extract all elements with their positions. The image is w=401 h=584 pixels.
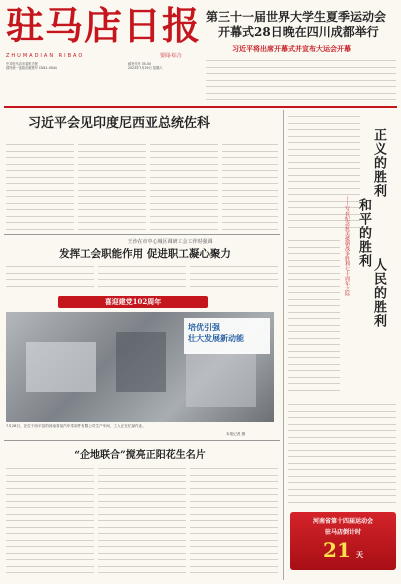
main-story-col-1 xyxy=(6,140,74,232)
story2-kicker: 王沙在市中心城区调研工会工作时强调 xyxy=(127,239,213,245)
photo-credit: 本报记者 摄 xyxy=(226,432,246,436)
masthead-info-2: 邮发代号 35-50 2023年7月29日 星期六 xyxy=(128,62,163,71)
right-col-text-mid xyxy=(288,236,340,396)
lead-subtitle: 习近平将出席开幕式并宣布大运会开幕 xyxy=(232,44,351,53)
section-divider-2 xyxy=(4,440,280,441)
countdown-days: 21 xyxy=(323,538,351,562)
photo-feature-title: 培优引强 壮大发展新动能 xyxy=(184,318,270,354)
games-countdown-ad: 河南省第十四届运动会 驻马店倒计时 21 天 xyxy=(290,512,396,570)
main-story-col-4 xyxy=(222,140,278,232)
story2-col-1 xyxy=(6,262,94,292)
story3-col-3 xyxy=(190,464,278,580)
column-rule xyxy=(283,110,284,580)
right-col-text-bottom xyxy=(288,400,396,508)
main-story-title: 习近平会见印度尼西亚总统佐科 xyxy=(28,116,211,131)
main-story-col-2 xyxy=(78,140,146,232)
masthead-rule xyxy=(4,106,397,108)
story3-col-1 xyxy=(6,464,94,580)
countdown-unit: 天 xyxy=(355,550,363,559)
banner-strip: 喜迎建党102周年 xyxy=(58,296,208,308)
right-vertical-headline-2: 和平的胜利 xyxy=(356,198,371,268)
right-vertical-headline: 正义的胜利 xyxy=(371,128,386,198)
masthead-pinyin: ZHUMADIAN RIBAO xyxy=(6,53,85,59)
story2-title: 发挥工会职能作用 促进职工凝心聚力 xyxy=(59,248,231,260)
lead-body-text xyxy=(206,56,396,106)
masthead-info: 中共驻马店市委机关报 国内统一连续出版物号 CN41-0044 xyxy=(6,62,57,71)
photo-caption: 7月28日，在位于西平县的河南省某汽车零部件有限公司生产车间，工人正在忙碌作业。 xyxy=(6,424,146,428)
masthead-section: 要闻·综合 xyxy=(160,53,182,59)
story3-title: “企地联合”搅亮正阳花生名片 xyxy=(74,450,206,461)
main-story-col-3 xyxy=(150,140,218,232)
right-vertical-sub: ——写在纪念抗美援朝战争胜利七十周年之际 xyxy=(344,196,350,296)
story3-col-2 xyxy=(98,464,186,580)
story2-col-2 xyxy=(98,262,186,292)
section-divider xyxy=(4,234,280,235)
masthead-title: 驻马店日报 xyxy=(6,3,202,48)
story2-col-3 xyxy=(190,262,278,292)
right-vertical-headline-3: 人民的胜利 xyxy=(371,258,386,328)
lead-headline: 第三十一届世界大学生夏季运动会 开幕式28日晚在四川成都举行 xyxy=(206,10,387,39)
